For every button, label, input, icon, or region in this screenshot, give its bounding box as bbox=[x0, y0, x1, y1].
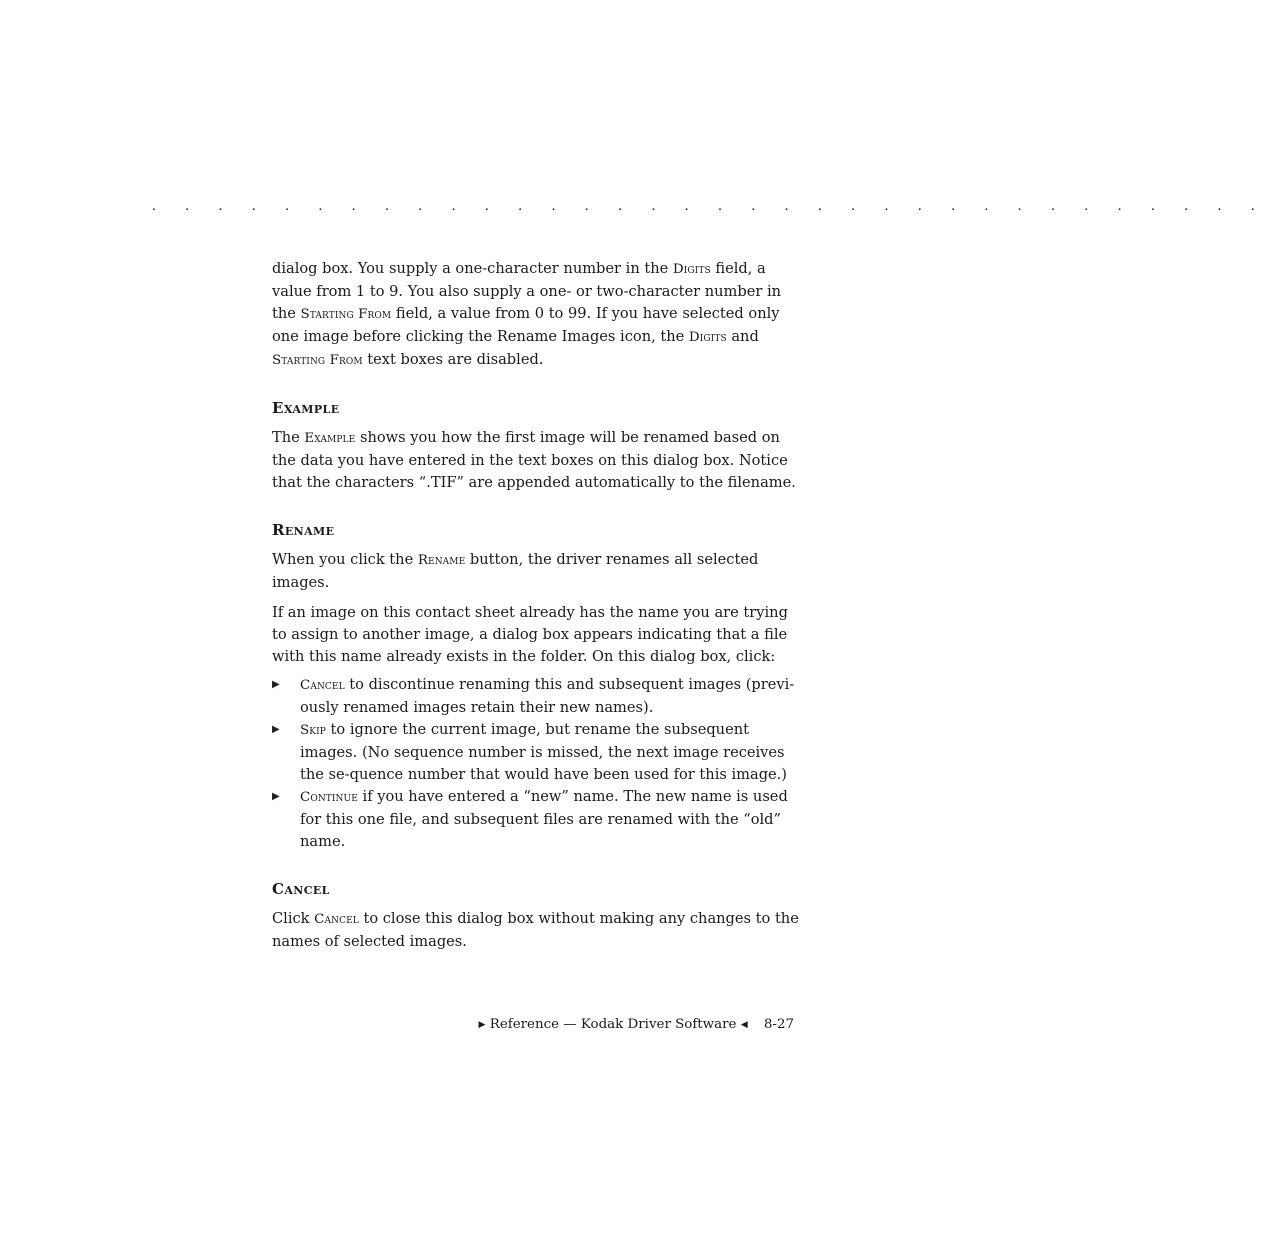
page-number: 8-27 bbox=[763, 1017, 794, 1032]
example-text-1: The bbox=[272, 429, 305, 446]
cancel-text-2: to close this dialog box without making any changes to the names of selected images. bbox=[272, 910, 799, 950]
arrow-right-icon: ▶ bbox=[478, 1020, 486, 1030]
cancel-option-ref: Cancel bbox=[300, 678, 345, 693]
intro-paragraph bbox=[272, 258, 800, 372]
list-item bbox=[272, 719, 800, 786]
example-field-ref: Example bbox=[304, 431, 356, 446]
rename-text-1: When you click the bbox=[272, 551, 418, 568]
arrow-left-icon: ◀ bbox=[740, 1020, 748, 1030]
cancel-option-text: to discontinue renaming this and subsequent images (previ-ously renamed images retain their new names). bbox=[300, 676, 795, 716]
intro-text-5: text boxes are disabled. bbox=[362, 351, 544, 368]
rename-paragraph-2: If an image on this contact sheet already has the name you are trying to assign to another image, a dialog box appears indicating that a file with this name already exists in the folder. On this dialog box, click: bbox=[272, 604, 788, 665]
cancel-heading: Cancel bbox=[272, 880, 330, 898]
intro-text-3: field, a value from 0 to 99. If you have selected only one image before clicking the Rename Images icon, the bbox=[272, 305, 780, 345]
skip-option-ref: Skip bbox=[300, 723, 326, 738]
example-text-2: shows you how the first image will be renamed based on the data you have entered in the text boxes on this dialog box. Notice that the characters “.TIF” are appended automatically to the filename. bbox=[272, 429, 796, 491]
triangle-bullet-icon: ▶ bbox=[272, 791, 280, 802]
cancel-button-ref: Cancel bbox=[314, 912, 359, 927]
list-item bbox=[272, 674, 800, 719]
digits-field-ref: Digits bbox=[672, 262, 711, 277]
rename-text-2: button, the driver renames all selected images. bbox=[272, 551, 759, 591]
starting-from-field-ref-2: Starting From bbox=[272, 353, 363, 368]
digits-field-ref-2: Digits bbox=[688, 330, 727, 345]
cancel-text-1: Click bbox=[272, 910, 315, 927]
rename-heading: Rename bbox=[272, 521, 335, 539]
cancel-paragraph bbox=[272, 908, 800, 953]
list-item bbox=[272, 786, 800, 853]
example-paragraph bbox=[272, 427, 800, 494]
intro-text-4: and bbox=[726, 328, 759, 345]
intro-text-2: field, a value from 1 to 9. You also supply a one- or two-character number in the bbox=[272, 260, 782, 322]
rename-options-list bbox=[272, 674, 800, 853]
footer-title: Reference — Kodak Driver Software bbox=[489, 1017, 737, 1032]
rename-paragraph-1 bbox=[272, 549, 800, 594]
header-dot-rule: . . . . . . . . . . . . . . . . . . . . . . . . . . . . . . . . . . bbox=[152, 198, 1268, 214]
triangle-bullet-icon: ▶ bbox=[272, 724, 280, 735]
page-body bbox=[272, 258, 800, 953]
continue-option-ref: Continue bbox=[300, 790, 358, 805]
page-footer bbox=[0, 1015, 794, 1036]
intro-text-1: dialog box. You supply a one-character number in the bbox=[272, 260, 673, 277]
example-heading: Example bbox=[272, 399, 340, 417]
skip-option-text: to ignore the current image, but rename the subsequent images. (No sequence number is missed, the next image receives the se-quence number that would have been used for this image.) bbox=[300, 721, 788, 783]
rename-button-ref: Rename bbox=[417, 553, 466, 568]
starting-from-field-ref: Starting From bbox=[300, 307, 392, 322]
continue-option-text: if you have entered a “new” name. The new name is used for this one file, and subsequent files are renamed with the “old” name. bbox=[300, 788, 788, 850]
triangle-bullet-icon: ▶ bbox=[272, 679, 280, 690]
